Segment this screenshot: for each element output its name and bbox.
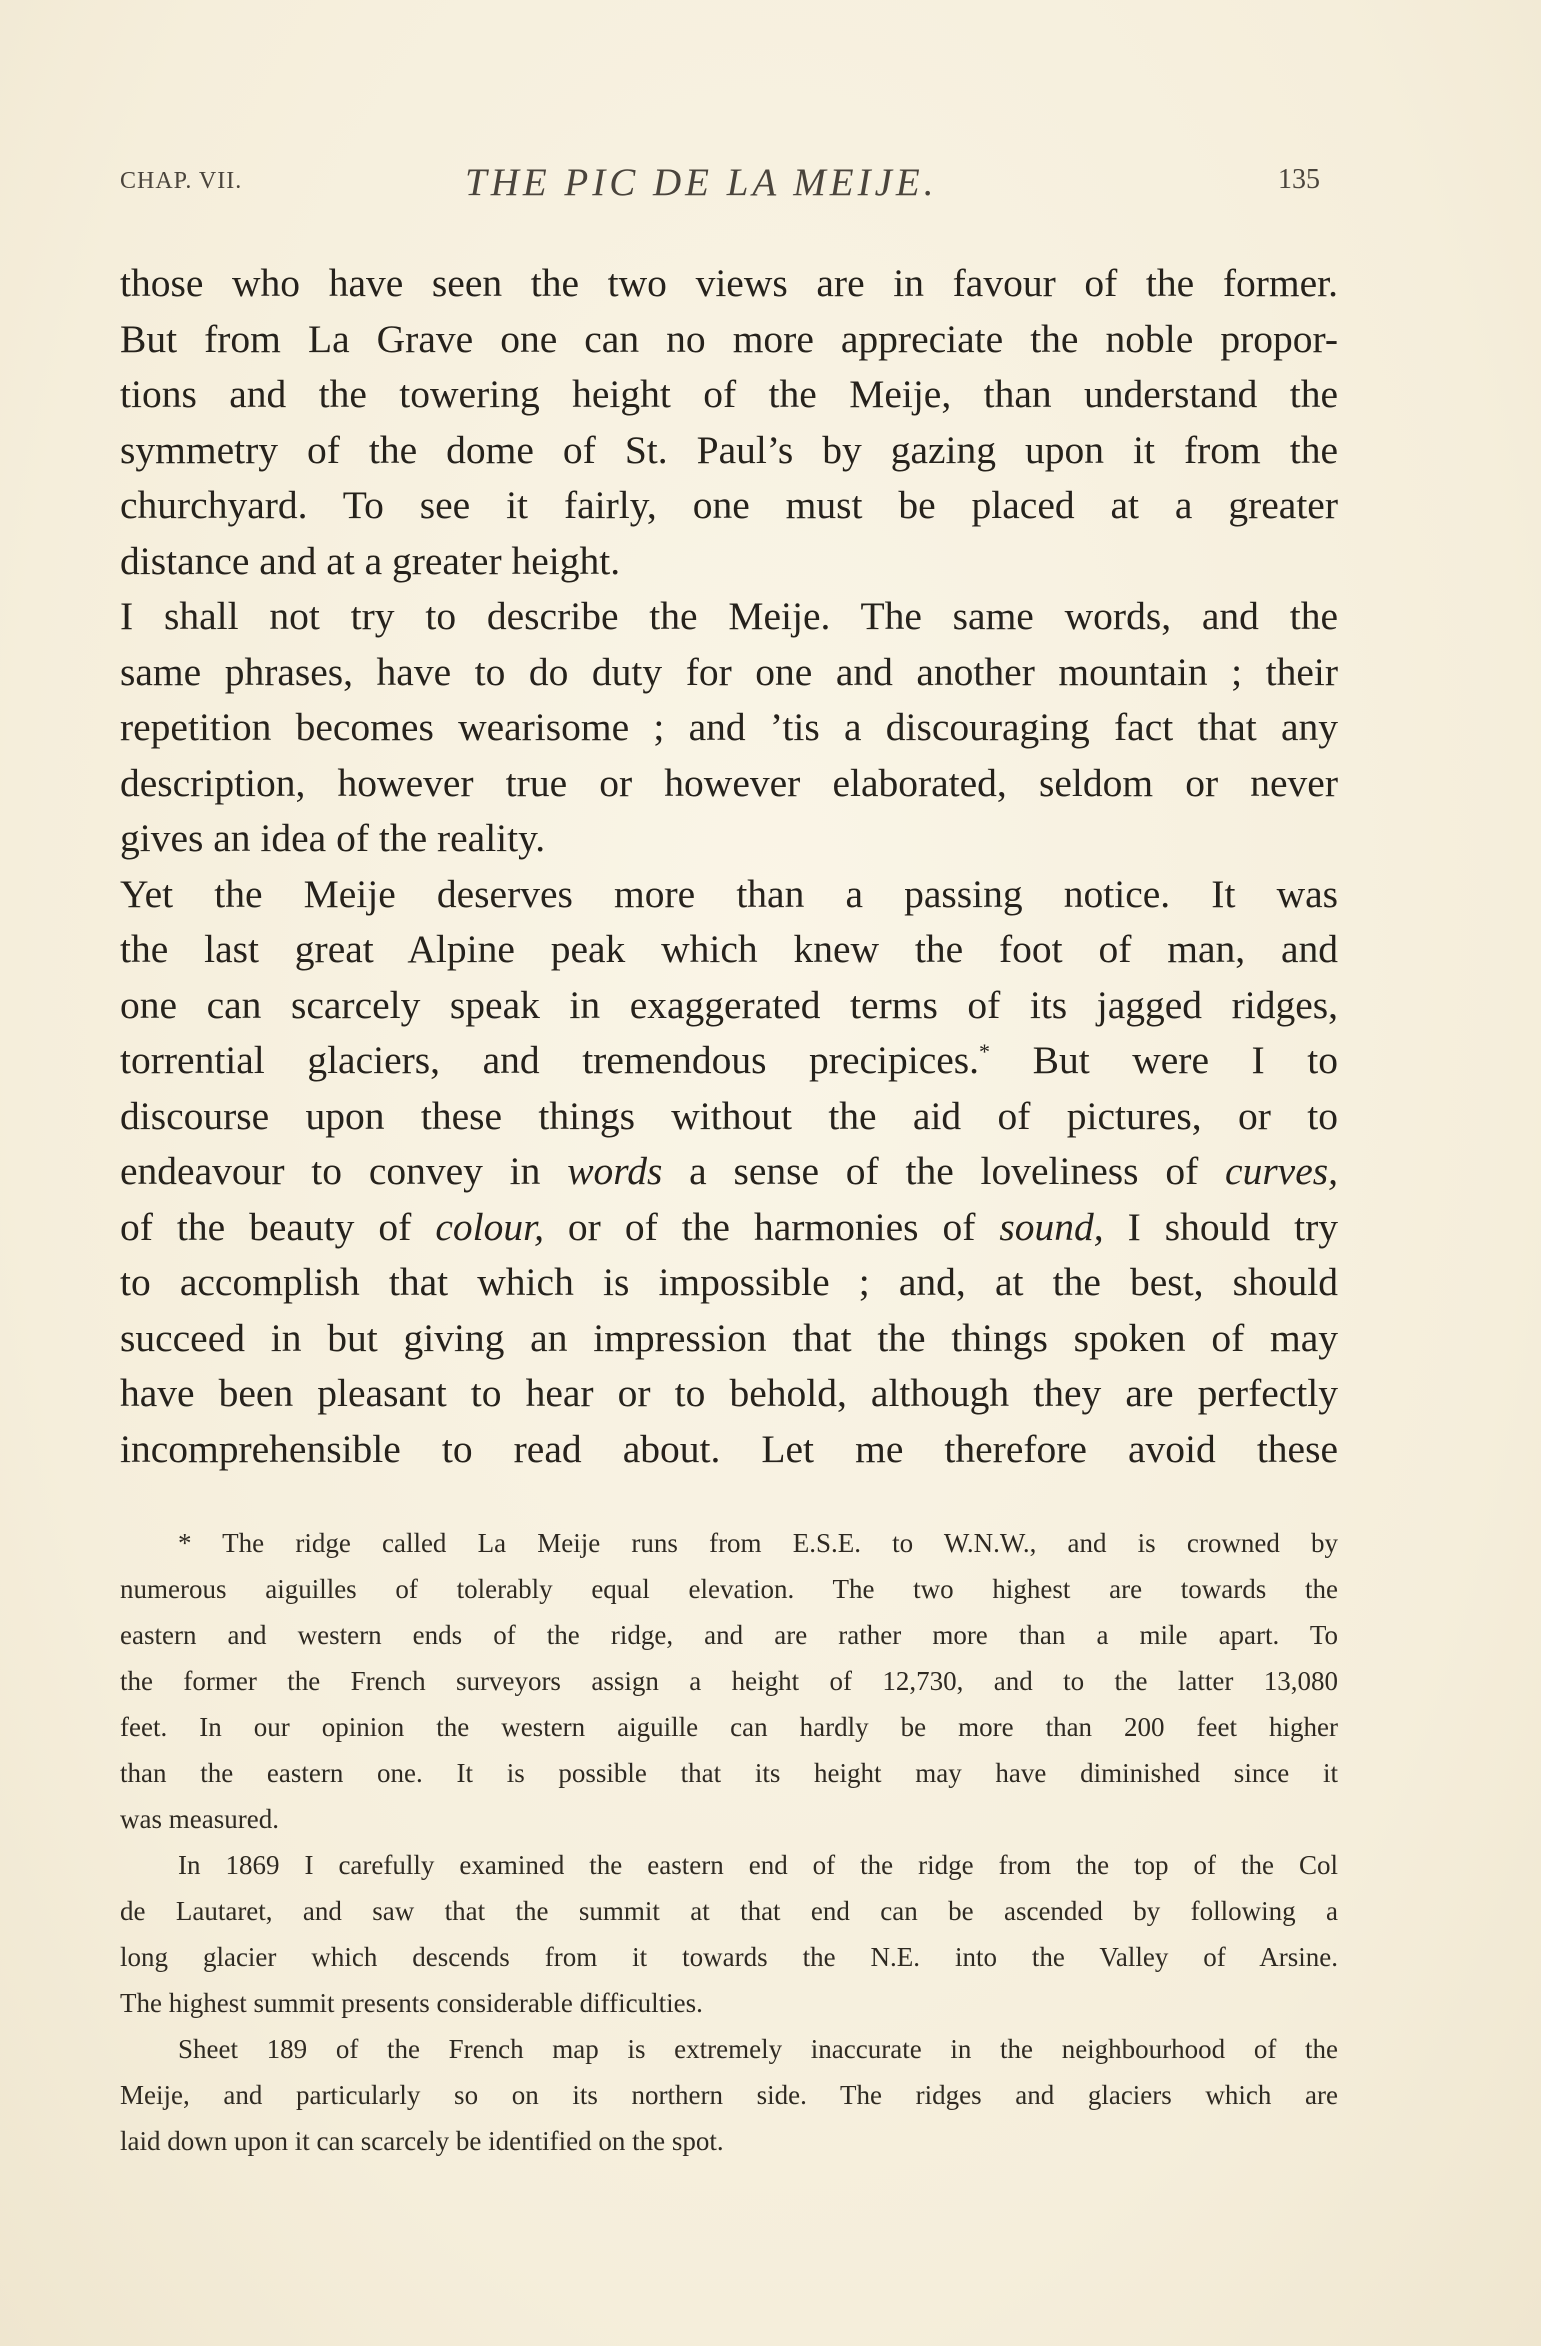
footnote-line: Meije, and particularly so on its northern side. The ridges and glaciers which are [120, 2080, 1338, 2110]
footnote-line: eastern and western ends of the ridge, and are rather more than a mile apart. To [120, 1620, 1338, 1650]
text-segment: or of the harmonies of [543, 1204, 1000, 1249]
footnote-line: feet. In our opinion the western aiguille can hardly be more than 200 feet higher [120, 1712, 1338, 1742]
text-line: succeed in but giving an impression that the things spoken of may [120, 1315, 1338, 1360]
footnote-line: The highest summit presents considerable difficulties. [120, 1988, 703, 2018]
footnote-marker: * [979, 1038, 991, 1064]
italic-word: words [567, 1149, 663, 1193]
footnotes [120, 1520, 1338, 2164]
footnote-3 [120, 2026, 1338, 2164]
footnote-line: was measured. [120, 1804, 279, 1834]
text-line: gives an idea of the reality. [120, 816, 546, 860]
footnote-line: long glacier which descends from it towards the N.E. into the Valley of Arsine. [120, 1942, 1338, 1972]
text-segment: torrential glaciers, and tremendous precipices. [120, 1038, 980, 1082]
footnote-2 [120, 1842, 1338, 2026]
running-header [120, 160, 1320, 210]
text-segment: endeavour to convey in [120, 1149, 568, 1193]
text-segment: a sense of the loveliness of [662, 1149, 1226, 1193]
body-text [120, 256, 1338, 1477]
text-line: I shall not try to describe the Meije. The same words, and the [120, 594, 1338, 638]
text-line: Yet the Meije deserves more than a passing notice. It was [120, 871, 1338, 916]
text-line: distance and at a greater height. [120, 538, 621, 583]
footnote-1 [120, 1520, 1338, 1842]
italic-word: curves, [1225, 1149, 1338, 1193]
text-line: one can scarcely speak in exaggerated terms of its jagged ridges, [120, 982, 1338, 1027]
text-line: same phrases, have to do duty for one and another mountain ; their [120, 649, 1338, 694]
text-line: discourse upon these things without the aid of pictures, or to [120, 1093, 1338, 1138]
text-line [120, 1033, 1338, 1089]
text-line: those who have seen the two views are in favour of the former. [120, 261, 1338, 305]
text-line: to accomplish that which is impossible ; and, at the best, should [120, 1260, 1338, 1304]
running-title: THE PIC DE LA MEIJE. [465, 161, 938, 204]
footnote-line: than the eastern one. It is possible that its height may have diminished since it [120, 1758, 1338, 1788]
page-number: 135 [1278, 164, 1320, 195]
text-segment: of the beauty of [120, 1204, 436, 1249]
text-line [120, 1200, 1338, 1256]
footnote-line: In 1869 I carefully examined the eastern end of the ridge from the top of the Col [178, 1850, 1338, 1880]
footnote-line: the former the French surveyors assign a height of 12,730, and to the latter 13,080 [120, 1666, 1338, 1696]
text-line: churchyard. To see it fairly, one must be placed at a greater [120, 483, 1338, 527]
text-segment: But were I to [990, 1038, 1338, 1082]
text-line: incomprehensible to read about. Let me therefore avoid these [120, 1426, 1338, 1471]
text-line: symmetry of the dome of St. Paul’s by gazing upon it from the [120, 427, 1338, 472]
text-line: tions and the towering height of the Meije, than understand the [120, 372, 1338, 416]
footnote-line: laid down upon it can scarcely be identified on the spot. [120, 2126, 724, 2156]
footnote-line: numerous aiguilles of tolerably equal elevation. The two highest are towards the [120, 1574, 1338, 1604]
paragraph-3 [120, 867, 1338, 1478]
text-line: have been pleasant to hear or to behold, although they are perfectly [120, 1371, 1338, 1415]
italic-word: sound, [999, 1204, 1104, 1249]
text-line: description, however true or however elaborated, seldom or never [120, 760, 1338, 805]
text-segment: I should try [1103, 1204, 1338, 1249]
footnote-line: * The ridge called La Meije runs from E.S.E. to W.N.W., and is crowned by [178, 1528, 1338, 1558]
text-line: But from La Grave one can no more appreciate the noble propor- [120, 316, 1338, 361]
footnote-line: Sheet 189 of the French map is extremely inaccurate in the neighbourhood of the [178, 2034, 1338, 2064]
text-line: the last great Alpine peak which knew the foot of man, and [120, 927, 1338, 971]
text-line: repetition becomes wearisome ; and ’tis a discouraging fact that any [120, 705, 1338, 749]
paragraph-1 [120, 256, 1338, 589]
paragraph-2 [120, 589, 1338, 867]
footnote-line: de Lautaret, and saw that the summit at that end can be ascended by following a [120, 1896, 1338, 1926]
text-line [120, 1144, 1338, 1200]
italic-word: colour, [435, 1204, 544, 1249]
chapter-label: CHAP. VII. [120, 168, 243, 194]
